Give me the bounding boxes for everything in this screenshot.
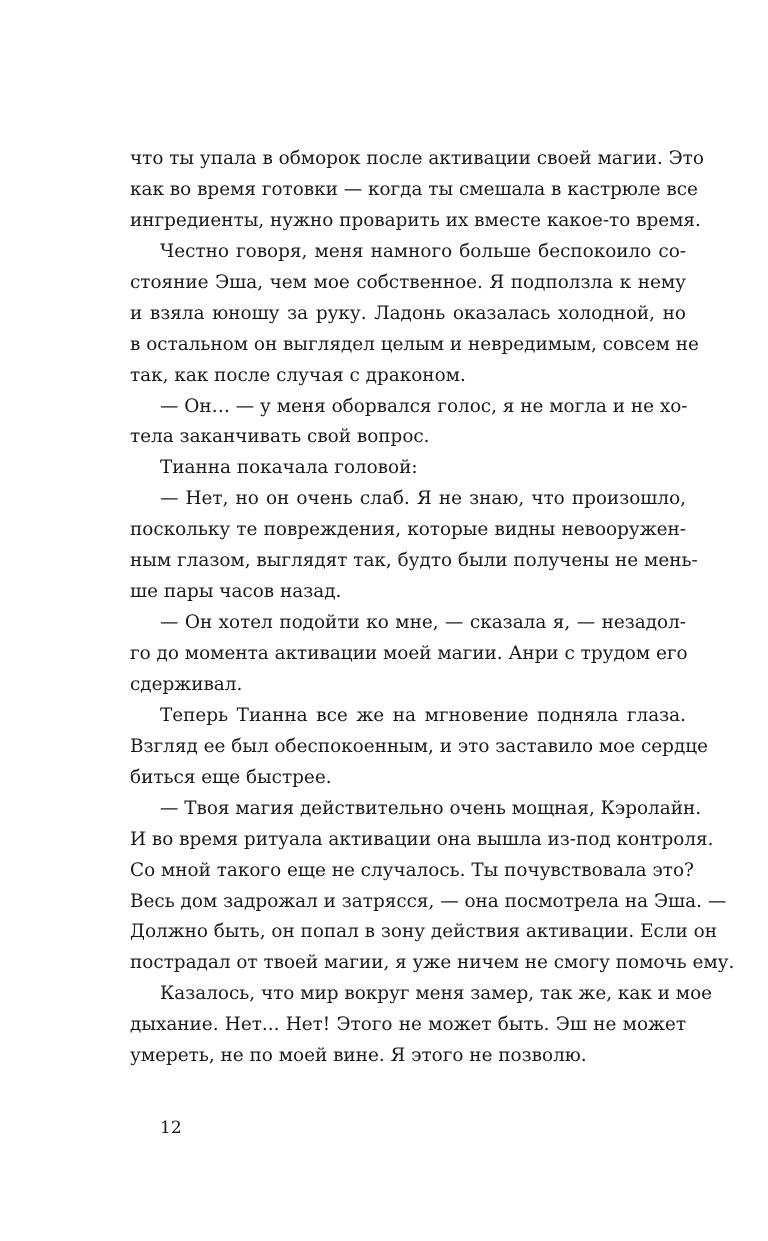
text-line: поскольку те повреждения, которые видны невооружен- — [130, 519, 686, 541]
text-line: что ты упала в обморок после активации своей магии. Это — [130, 148, 704, 169]
text-line: И во время ритуала активации она вышла из-под контроля. — [130, 828, 714, 850]
text-line: пострадал от твоей магии, я уже ничем не смогу помочь ему. — [130, 952, 735, 974]
text-line: — Нет, но он очень слаб. Я не знаю, что произошло, — [160, 488, 686, 510]
text-line: дыхание. Нет... Нет! Этого не может быть. Эш не может — [130, 1014, 686, 1036]
text-line: Весь дом задрожал и затрясся, — она посмотрела на Эша. — — [130, 890, 727, 912]
text-line: ше пары часов назад. — [130, 581, 342, 603]
text-line: — Твоя магия действительно очень мощная, Кэролайн. — [160, 797, 702, 819]
text-line: биться еще быстрее. — [130, 766, 332, 788]
text-line: ингредиенты, нужно проварить их вместе какое-то время. — [130, 209, 701, 231]
text-line: — Он… — у меня оборвался голос, я не могла и не хо- — [160, 395, 688, 417]
text-line: Теперь Тианна все же на мгновение подняла глаза. — [160, 704, 686, 726]
text-line: тела заканчивать свой вопрос. — [130, 426, 430, 448]
text-line: Со мной такого еще не случалось. Ты почувствовала это? — [130, 859, 694, 881]
text-line: умереть, не по моей вине. Я этого не позволю. — [130, 1045, 587, 1067]
body-text — [130, 144, 735, 1072]
text-line: — Он хотел подойти ко мне, — сказала я, — незадол- — [160, 612, 686, 634]
text-line: Взгляд ее был обеспокоенным, и это заставило мое сердце — [130, 735, 708, 757]
text-line: как во время готовки — когда ты смешала в кастрюле все — [130, 178, 698, 200]
text-line: и взяла юношу за руку. Ладонь оказалась холодной, но — [130, 302, 686, 324]
text-line: Должно быть, он попал в зону действия активации. Если он — [130, 921, 717, 943]
text-line: Честно говоря, меня намного больше беспокоило со- — [160, 240, 686, 262]
text-line: в остальном он выглядел целым и невредимым, совсем не — [130, 333, 699, 355]
text-line: Казалось, что мир вокруг меня замер, так же, как и мое — [160, 983, 713, 1005]
text-line: стояние Эша, чем мое собственное. Я подползла к нему — [130, 271, 686, 293]
text-line: ным глазом, выглядят так, будто были получены не мень- — [130, 550, 698, 572]
page-number: 12 — [160, 1118, 182, 1138]
text-line: го до момента активации моей магии. Анри с трудом его — [130, 643, 688, 664]
text-line: сдерживал. — [130, 673, 243, 695]
text-line: так, как после случая с драконом. — [130, 364, 466, 386]
text-line: Тианна покачала головой: — [160, 457, 418, 479]
